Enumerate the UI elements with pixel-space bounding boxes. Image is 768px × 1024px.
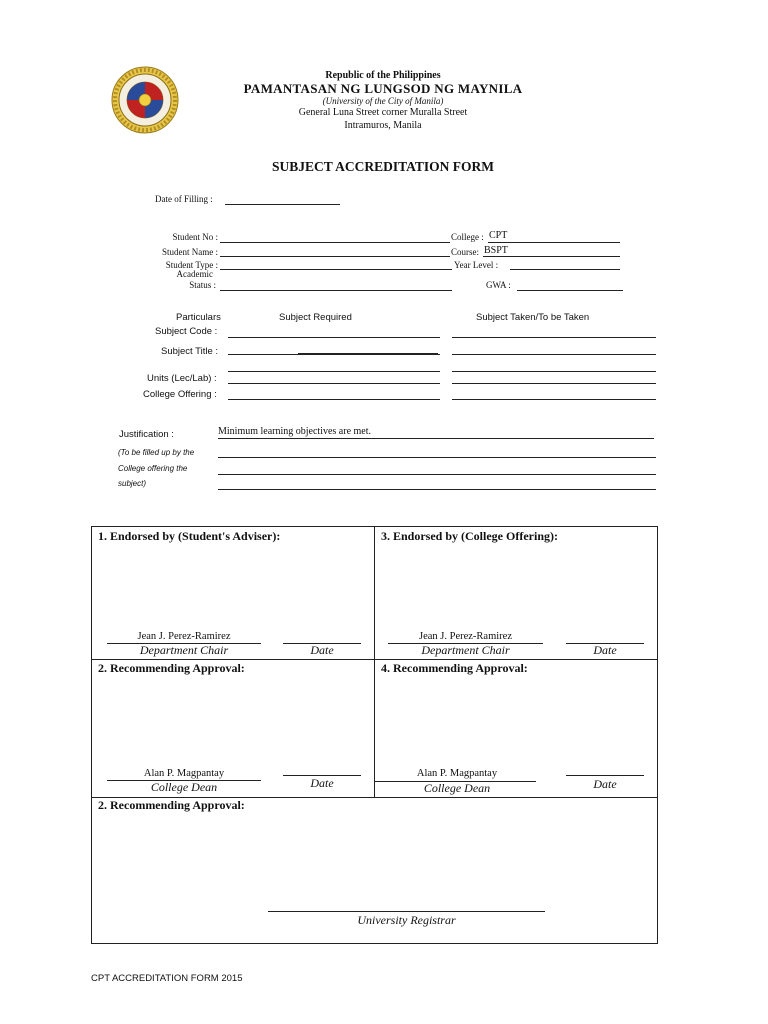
units-required-field[interactable] (228, 383, 440, 384)
registrar-role: University Registrar (357, 913, 456, 927)
course-label: Course: (451, 247, 479, 257)
subject-taken-header: Subject Taken/To be Taken (476, 312, 590, 323)
endorsed-by-adviser-title: 1. Endorsed by (Student's Adviser): (98, 529, 281, 543)
university-name: PAMANTASAN NG LUNGSOD NG MAYNILA (243, 81, 523, 96)
units-taken-field[interactable] (452, 383, 656, 384)
college-value[interactable]: CPT (489, 230, 508, 241)
university-translation: (University of the City of Manila) (322, 96, 444, 106)
recommending-approval-title-1: 2. Recommending Approval: (98, 661, 245, 675)
course-value[interactable]: BSPT (484, 245, 508, 256)
academic-status-label-2: Status : (189, 280, 216, 290)
college-field (488, 242, 620, 243)
college-offering-label: College Offering : (143, 389, 217, 400)
particulars-header: Particulars (176, 312, 221, 323)
justification-note-2: College offering the (118, 464, 188, 473)
endorsed-by-college-offering-title: 3. Endorsed by (College Offering): (381, 529, 558, 543)
academic-status-label-1: Academic (176, 269, 213, 279)
dean-name-left: Alan P. Magpantay (143, 768, 225, 779)
college-offering-required-field[interactable] (228, 399, 440, 400)
subject-title-taken-field-2[interactable] (452, 371, 656, 372)
recommending-approval-title-2: 4. Recommending Approval: (381, 661, 528, 675)
subject-title-required-underline (298, 353, 438, 355)
college-label: College : (451, 232, 484, 242)
student-type-label: Student Type : (165, 260, 218, 270)
year-level-field[interactable] (510, 269, 620, 270)
gwa-label: GWA : (486, 280, 511, 290)
date-of-filling-field[interactable] (225, 204, 340, 205)
dean-date-label-right: Date (593, 777, 617, 791)
college-offering-date-label: Date (593, 643, 617, 657)
approval-table-row-divider-1 (91, 659, 658, 660)
adviser-role: Department Chair (139, 643, 229, 657)
subject-code-taken-field[interactable] (452, 337, 656, 338)
student-name-field[interactable] (220, 256, 450, 257)
subject-title-label: Subject Title : (161, 346, 219, 357)
dean-date-label-left: Date (310, 776, 334, 790)
course-field (483, 256, 620, 257)
university-seal-icon (111, 66, 179, 134)
dean-role-right: College Dean (423, 781, 491, 795)
justification-line-2[interactable] (218, 457, 656, 458)
academic-status-field[interactable] (220, 290, 452, 291)
address-line-2: Intramuros, Manila (344, 120, 422, 131)
gwa-field[interactable] (517, 290, 623, 291)
dean-name-right: Alan P. Magpantay (416, 768, 498, 779)
student-type-field[interactable] (220, 269, 452, 270)
student-no-label: Student No : (172, 232, 218, 242)
justification-label: Justification : (119, 429, 174, 440)
dean-date-line-right[interactable] (566, 775, 644, 776)
form-title: SUBJECT ACCREDITATION FORM (271, 159, 495, 174)
units-label: Units (Lec/Lab) : (147, 373, 217, 384)
adviser-name: Jean J. Perez-Ramirez (137, 631, 231, 642)
approval-table-column-divider (374, 526, 375, 798)
student-no-field[interactable] (220, 242, 450, 243)
justification-line-3[interactable] (218, 474, 656, 475)
subject-title-required-field-2[interactable] (228, 371, 440, 372)
year-level-label: Year Level : (454, 260, 499, 270)
student-name-label: Student Name : (162, 247, 218, 257)
dean-role-left: College Dean (150, 780, 218, 794)
justification-line-4[interactable] (218, 489, 656, 490)
college-offering-chair-role: Department Chair (421, 643, 510, 657)
justification-value[interactable]: Minimum learning objectives are met. (218, 426, 372, 437)
registrar-signature-line[interactable] (268, 911, 545, 912)
college-offering-chair-name: Jean J. Perez-Ramirez (419, 631, 512, 642)
college-offering-taken-field[interactable] (452, 399, 656, 400)
subject-title-taken-field[interactable] (452, 354, 656, 355)
date-of-filling-label: Date of Filling : (155, 194, 213, 204)
justification-note-1: (To be filled up by the (118, 448, 195, 457)
subject-code-required-field[interactable] (228, 337, 440, 338)
adviser-date-label: Date (310, 643, 334, 657)
republic-label: Republic of the Philippines (325, 70, 441, 81)
address-line-1: General Luna Street corner Muralla Street (298, 107, 468, 118)
subject-code-label: Subject Code : (155, 326, 218, 337)
footer-label: CPT ACCREDITATION FORM 2015 (91, 973, 243, 984)
justification-note-3: subject) (118, 479, 147, 488)
recommending-approval-title-3: 2. Recommending Approval: (98, 798, 245, 812)
justification-line-1 (218, 438, 654, 439)
subject-required-header: Subject Required (279, 312, 352, 323)
